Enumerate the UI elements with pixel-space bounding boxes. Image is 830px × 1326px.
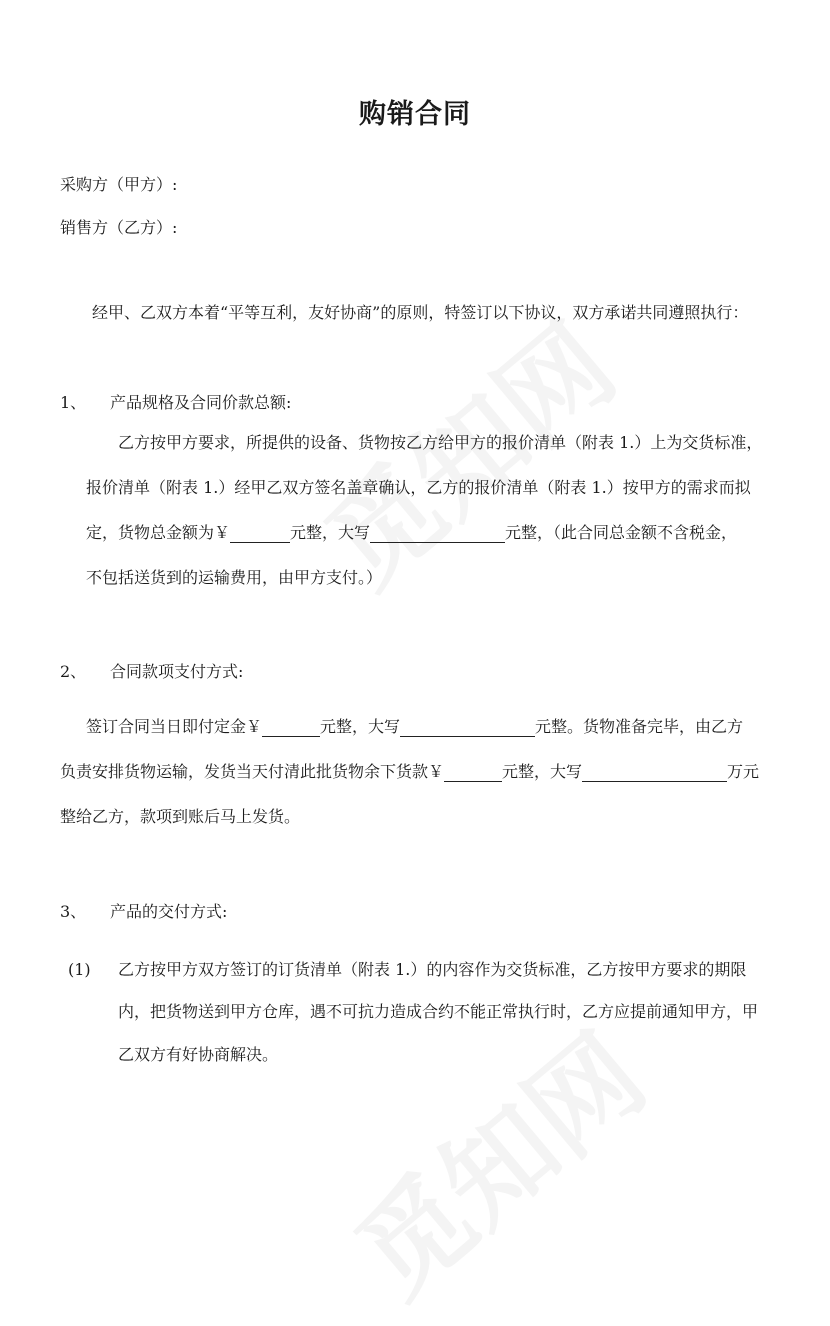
seller-label: 销售方（乙方）: bbox=[60, 218, 178, 237]
total-amount-words-blank[interactable] bbox=[370, 524, 505, 543]
text: 元整，大写 bbox=[290, 523, 371, 542]
section-2-number: 2、 bbox=[60, 662, 87, 681]
page-title: 购销合同 bbox=[359, 99, 471, 130]
text: 元整，（此合同总金额不含税金， bbox=[505, 523, 738, 542]
text: 定，货物总金额为￥ bbox=[86, 523, 231, 542]
balance-amount-blank[interactable] bbox=[444, 763, 502, 782]
watermark bbox=[318, 992, 672, 1325]
section-3-heading: 产品的交付方式: bbox=[110, 902, 228, 921]
paragraph-line: 乙方按甲方双方签订的订货清单（附表 1.）的内容作为交货标准，乙方按甲方要求的期限 bbox=[118, 960, 747, 979]
paragraph-line bbox=[86, 717, 743, 737]
text: 元整，大写 bbox=[320, 717, 401, 736]
section-1-number: 1、 bbox=[60, 393, 87, 412]
paragraph-line bbox=[86, 523, 737, 543]
deposit-words-blank[interactable] bbox=[400, 718, 535, 737]
preamble: 经甲、乙双方本着“平等互利，友好协商”的原则，特签订以下协议，双方承诺共同遵照执行： bbox=[92, 303, 749, 322]
paragraph-line: 乙方按甲方要求，所提供的设备、货物按乙方给甲方的报价清单（附表 1.）上为交货标准， bbox=[118, 433, 763, 452]
section-1-heading: 产品规格及合同价款总额: bbox=[110, 393, 292, 412]
section-3-number: 3、 bbox=[60, 902, 87, 921]
total-amount-blank[interactable] bbox=[230, 524, 290, 543]
paragraph-line bbox=[60, 762, 759, 782]
text: 负责安排货物运输，发货当天付清此批货物余下货款￥ bbox=[60, 762, 445, 781]
balance-words-blank[interactable] bbox=[582, 763, 727, 782]
paragraph-line: 不包括送货到的运输费用，由甲方支付。） bbox=[86, 568, 383, 587]
text: 签订合同当日即付定金￥ bbox=[86, 717, 263, 736]
paragraph-line: 乙双方有好协商解决。 bbox=[118, 1045, 279, 1064]
text: 元整，大写 bbox=[502, 762, 583, 781]
deposit-amount-blank[interactable] bbox=[262, 718, 320, 737]
paragraph-line: 报价清单（附表 1.）经甲乙双方签名盖章确认，乙方的报价清单（附表 1.）按甲方的需求而拟 bbox=[86, 478, 751, 497]
paragraph-line: 整给乙方，款项到账后马上发货。 bbox=[60, 807, 301, 826]
item-number: (1) bbox=[68, 960, 91, 979]
paragraph-line: 内，把货物送到甲方仓库，遇不可抗力造成合约不能正常执行时，乙方应提前通知甲方，甲 bbox=[118, 1002, 759, 1021]
buyer-label: 采购方（甲方）: bbox=[60, 175, 178, 194]
section-2-heading: 合同款项支付方式: bbox=[110, 662, 244, 681]
text: 元整。货物准备完毕，由乙方 bbox=[535, 717, 744, 736]
text: 万元 bbox=[727, 762, 760, 781]
